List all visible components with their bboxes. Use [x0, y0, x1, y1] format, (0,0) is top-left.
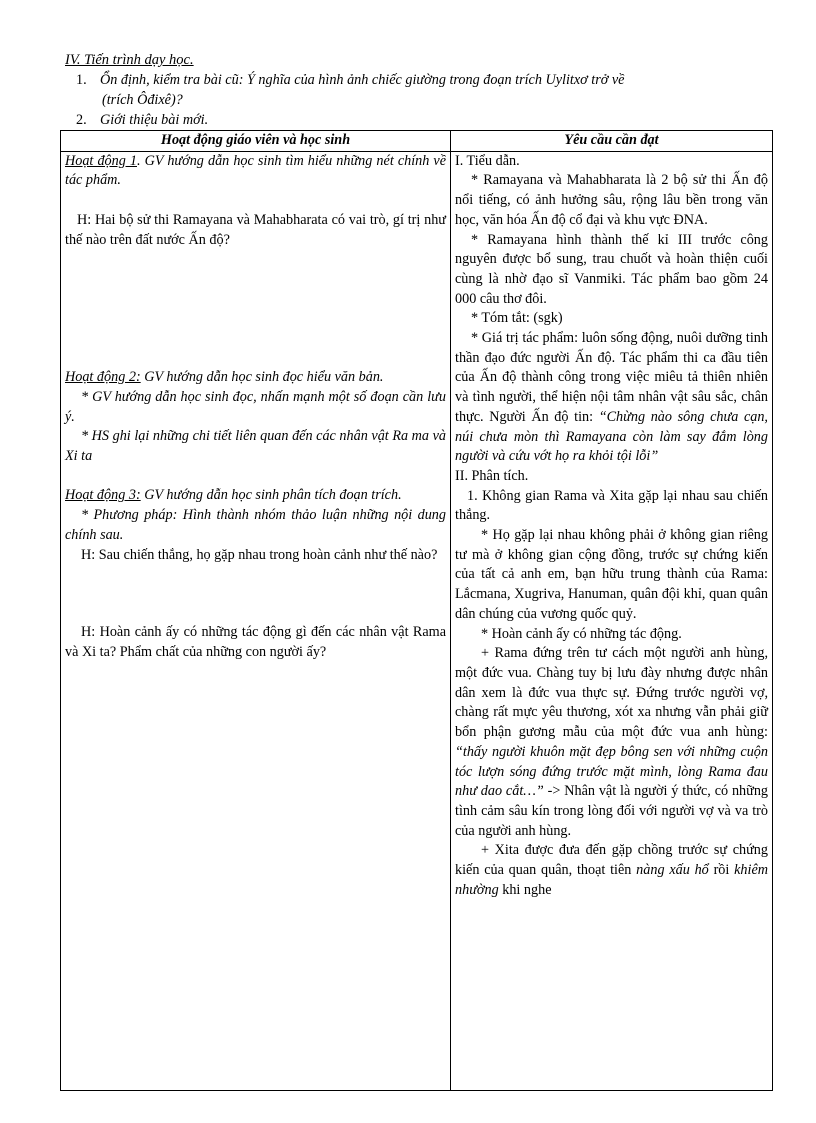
- intro-text-continued: (trích Ôđixê)?: [102, 91, 183, 108]
- activity-2-point-1: * GV hướng dẫn học sinh đọc, nhấn mạnh một số đoạn cần lưu ý.: [65, 388, 446, 425]
- intro-number: 1.: [76, 72, 87, 88]
- activity-3-label: Hoạt động 3:: [65, 487, 141, 504]
- activity-1: [65, 152, 446, 191]
- intro-item-2: [76, 111, 776, 131]
- table-header-row: [61, 131, 773, 152]
- activity-2-text: GV hướng dẫn học sinh đọc hiểu văn bản.: [140, 369, 384, 386]
- header-requirements: Yêu cầu cần đạt: [451, 131, 773, 152]
- analysis-rama: + Rama đứng trên tư cách một người anh hùng, một đức vua. Chàng tuy bị lưu đày nhưng được nhân dân xem là đức vua thực sự. Đứng trước người vợ, chàng rất mực yêu thương, xót xa nhưng vẫn phải giữ bổn phận gương mẫu của một đức vua anh hùng: “thấy người khuôn mặt đẹp bông sen với những cuộn tóc lượn sóng đứng trước mặt mình, lòng Rama đau như dao cắt…” -> Nhân vật là người ý thức, có những tình cảm sâu kín trong lòng đối với người vợ và va trò của người anh hùng.: [455, 645, 769, 839]
- section-intro-title: I. Tiểu dẫn.: [455, 152, 520, 169]
- lesson-table: [60, 130, 773, 1091]
- activity-2-point-2: * HS ghi lại những chi tiết liên quan đến các nhân vật Ra ma và Xi ta: [65, 428, 446, 465]
- intro-point-ramayana: * Ramayana hình thành thế kỉ III trước công nguyên được bổ sung, trau chuốt và hoàn thiện cuối cùng là nhờ đạo sĩ Vanmiki. Tác phẩm bao gồm 24 000 câu thơ đôi.: [455, 231, 768, 307]
- requirements-cell: [451, 151, 773, 1090]
- activity-2-label: Hoạt động 2:: [65, 369, 141, 386]
- section-analysis-title: II. Phân tích.: [455, 467, 529, 484]
- intro-point-epics: * Ramayana và Mahabharata là 2 bộ sử thi Ấn độ nổi tiếng, có ảnh hưởng sâu, rộng lâu bền trong văn học, văn hóa Ấn độ cổ đại và khu vực ĐNA.: [455, 172, 768, 228]
- activity-3-text: GV hướng dẫn học sinh phân tích đoạn trích.: [140, 487, 402, 504]
- analysis-xita: + Xita được đưa đến gặp chồng trước sự chứng kiến của quan quân, thoạt tiên nàng xấu hổ rồi khiêm nhường khi nghe: [455, 842, 768, 898]
- quote-indian-belief: “Chừng nào sông chưa cạn, núi chưa mòn thì Ramayana còn làm say đắm lòng người và cứu vớt họ ra khỏi tội lỗi”: [455, 408, 768, 465]
- question-3: H: Hoàn cảnh ấy có những tác động gì đến các nhân vật Rama và Xi ta? Phẩm chất của những con người ấy?: [65, 624, 446, 660]
- section-heading: IV. Tiến trình dạy học.: [65, 52, 194, 68]
- intro-text: Giới thiệu bài mới.: [100, 112, 209, 128]
- activity-3-point-1: * Phương pháp: Hình thành nhóm thảo luận những nội dung chính sau.: [65, 507, 446, 543]
- activity-3: [65, 486, 446, 506]
- activity-1-label: Hoạt động 1: [65, 152, 137, 169]
- analysis-point-1: 1. Không gian Rama và Xita gặp lại nhau sau chiến thắng.: [455, 487, 768, 524]
- intro-item-1: [76, 71, 776, 110]
- table-row: [61, 151, 773, 1090]
- analysis-circumstance: * Hoàn cảnh ấy có những tác động.: [481, 625, 682, 642]
- question-2: H: Sau chiến thắng, họ gặp nhau trong hoàn cảnh như thế nào?: [81, 546, 438, 563]
- intro-point-summary: * Tóm tắt: (sgk): [471, 310, 563, 327]
- intro-point-value: * Giá trị tác phẩm: luôn sống động, nuôi dưỡng tinh thần đạo đức người Ấn độ. Tác phẩm thi ca đầu tiên của Ấn độ thành công trong việc miêu tả thiên nhiên và tình người, thể hiện nội tâm nhân vật sâu sắc, chân thực. Người Ấn độ tin: “Chừng nào sông chưa cạn, núi chưa mòn thì Ramayana còn làm say đắm lòng người và cứu vớt họ ra khỏi tội lỗi”: [455, 330, 768, 465]
- intro-text: Ổn định, kiểm tra bài cũ: Ý nghĩa của hình ảnh chiếc giường trong đoạn trích Uylitxơ trở về: [100, 72, 625, 88]
- analysis-meeting-space: * Họ gặp lại nhau không phải ở không gian riêng tư mà ở không gian cộng đồng, trước sự chứng kiến của tất cả anh em, bạn hữu trung thành của Rama: Lắcmana, Xugriva, Hanuman, quân đội khỉ, quan quân dân chúng của vương quốc quỷ.: [455, 527, 768, 622]
- activity-2: [65, 368, 446, 388]
- activity-1-text: . GV hướng dẫn học sinh tìm hiểu những nét chính về tác phẩm.: [65, 152, 447, 189]
- quote-rama: “thấy người khuôn mặt đẹp bông sen với những cuộn tóc lượn sóng đứng trước mặt mình, lòng Rama đau như dao cắt…”: [455, 743, 768, 800]
- question-1: H: Hai bộ sử thi Ramayana và Mahabharata có vai trò, gí trị như thế nào trên đất nước Ấn độ?: [65, 211, 446, 248]
- header-teacher-student: Hoạt động giáo viên và học sinh: [61, 131, 451, 152]
- activities-cell: [61, 151, 451, 1090]
- intro-number: 2.: [76, 112, 87, 128]
